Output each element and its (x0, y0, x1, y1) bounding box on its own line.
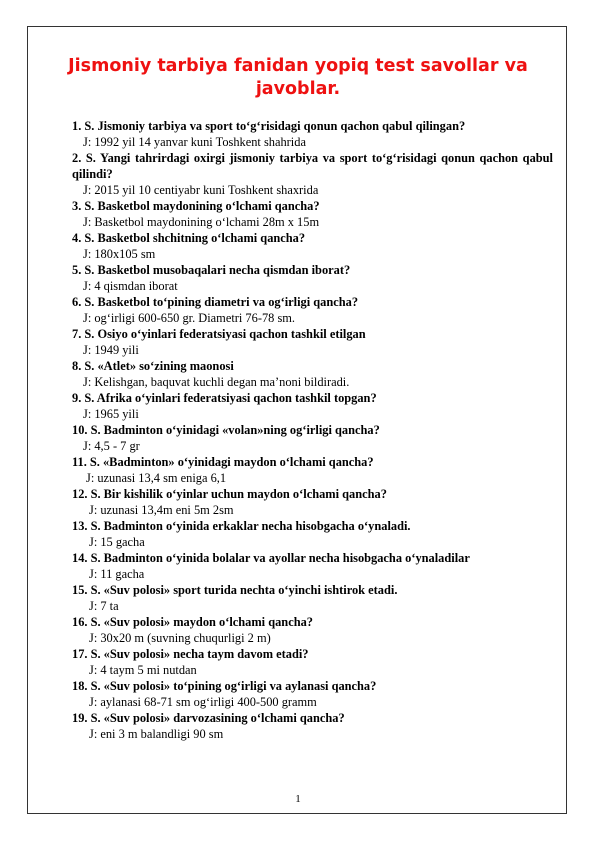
list-item (72, 646, 553, 678)
question-list (72, 118, 553, 742)
answer: J: uzunasi 13,4 sm eniga 6,1 (86, 471, 227, 485)
question: 4. S. Basketbol shchitning o‘lchami qancha? (72, 231, 306, 245)
question: 10. S. Badminton o‘yinidagi «volan»ning og‘irligi qancha? (72, 423, 380, 437)
answer: J: Basketbol maydonining o‘lchami 28m x 15m (83, 215, 320, 229)
list-item (72, 230, 553, 262)
list-item (72, 518, 553, 550)
question: 18. S. «Suv polosi» to‘pining og‘irligi va aylanasi qancha? (72, 679, 377, 693)
list-item (72, 486, 553, 518)
list-item (72, 390, 553, 422)
question: 9. S. Afrika o‘yinlari federatsiyasi qachon tashkil topgan? (72, 391, 377, 405)
list-item (72, 262, 553, 294)
list-item (72, 710, 553, 742)
answer: J: 30x20 m (suvning chuqurligi 2 m) (89, 631, 271, 645)
question: 15. S. «Suv polosi» sport turida nechta o‘yinchi ishtirok etadi. (72, 583, 398, 597)
answer: J: 15 gacha (89, 535, 145, 549)
answer: J: Kelishgan, baquvat kuchli degan ma’noni bildiradi. (83, 375, 350, 389)
answer: J: 4 taym 5 mi nutdan (89, 663, 197, 677)
question: 11. S. «Badminton» o‘yinidagi maydon o‘lchami qancha? (72, 455, 374, 469)
question: 8. S. «Atlet» so‘zining maonosi (72, 359, 234, 373)
answer: J: 4 qismdan iborat (83, 279, 178, 293)
question: 13. S. Badminton o‘yinida erkaklar necha hisobgacha o‘ynaladi. (72, 519, 411, 533)
list-item (72, 422, 553, 454)
list-item (72, 326, 553, 358)
list-item (72, 614, 553, 646)
list-item (72, 550, 553, 582)
question: 7. S. Osiyo o‘yinlari federatsiyasi qachon tashkil etilgan (72, 327, 366, 341)
question: 3. S. Basketbol maydonining o‘lchami qancha? (72, 199, 320, 213)
answer: J: eni 3 m balandligi 90 sm (89, 727, 224, 741)
answer: J: uzunasi 13,4m eni 5m 2sm (89, 503, 234, 517)
answer: J: 7 ta (89, 599, 119, 613)
question: 2. S. Yangi tahrirdagi oxirgi jismoniy tarbiya va sport to‘g‘risidagi qonun qachon qabul qilindi? (72, 151, 553, 181)
page-number: 1 (295, 793, 301, 805)
list-item (72, 198, 553, 230)
answer: J: 2015 yil 10 centiyabr kuni Toshkent shaxrida (83, 183, 319, 197)
question: 17. S. «Suv polosi» necha taym davom etadi? (72, 647, 309, 661)
list-item (72, 150, 553, 198)
answer: J: 1992 yil 14 yanvar kuni Toshkent shahrida (83, 135, 306, 149)
question: 16. S. «Suv polosi» maydon o‘lchami qancha? (72, 615, 313, 629)
question: 14. S. Badminton o‘yinida bolalar va ayollar necha hisobgacha o‘ynaladilar (72, 551, 470, 565)
list-item (72, 294, 553, 326)
list-item (72, 678, 553, 710)
question: 5. S. Basketbol musobaqalari necha qismdan iborat? (72, 263, 351, 277)
list-item (72, 454, 553, 486)
answer: J: 11 gacha (89, 567, 145, 581)
list-item (72, 358, 553, 390)
question: 12. S. Bir kishilik o‘yinlar uchun maydon o‘lchami qancha? (72, 487, 387, 501)
answer: J: aylanasi 68-71 sm og‘irligi 400-500 gramm (89, 695, 317, 709)
question: 6. S. Basketbol to‘pining diametri va og‘irligi qancha? (72, 295, 359, 309)
question: 1. S. Jismoniy tarbiya va sport to‘g‘risidagi qonun qachon qabul qilingan? (72, 119, 466, 133)
list-item (72, 582, 553, 614)
answer: J: 180x105 sm (83, 247, 156, 261)
list-item (72, 118, 553, 150)
page-title: Jismoniy tarbiya fanidan yopiq test savollar va javoblar. (68, 56, 528, 99)
answer: J: 1949 yili (83, 343, 139, 357)
answer: J: og‘irligi 600-650 gr. Diametri 76-78 sm. (83, 311, 295, 325)
answer: J: 1965 yili (83, 407, 139, 421)
question: 19. S. «Suv polosi» darvozasining o‘lchami qancha? (72, 711, 345, 725)
answer: J: 4,5 - 7 gr (83, 439, 140, 453)
